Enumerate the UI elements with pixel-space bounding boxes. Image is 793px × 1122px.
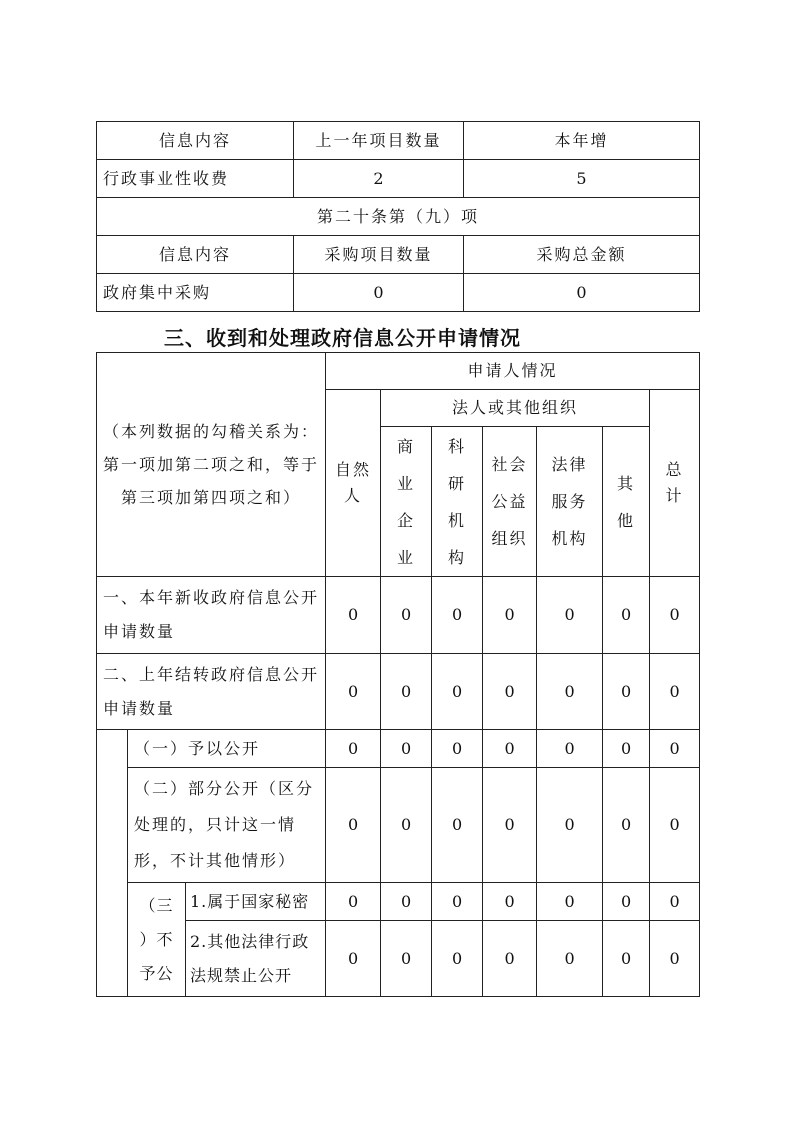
value-cell: 0 [381, 768, 432, 883]
value-cell: 0 [381, 730, 432, 768]
value-cell: 0 [432, 577, 483, 654]
header-text: 自然 [335, 460, 372, 479]
label-line: 形，不计其他情形） [134, 851, 297, 870]
header-text: 业 [397, 473, 416, 493]
header-text: 机构 [551, 529, 588, 548]
row-label [97, 577, 326, 654]
value-cell: 0 [537, 654, 603, 730]
value-cell: 0 [326, 577, 381, 654]
row-label: 政府集中采购 [97, 274, 294, 312]
header-text: 总 [665, 460, 684, 479]
header-text: 社会 [491, 455, 528, 474]
table-row [97, 160, 700, 198]
label-line: 法规禁止公开 [190, 965, 293, 985]
section-title: 三、收到和处理政府信息公开申请情况 [164, 326, 521, 350]
note-line: 第一项加第二项之和，等于 [103, 455, 320, 474]
header-text: 服务 [551, 492, 588, 511]
value-cell: 0 [326, 730, 381, 768]
table-row [97, 730, 700, 768]
header-text: 机 [448, 510, 467, 530]
value-cell: 0 [483, 730, 537, 768]
value-cell: 0 [326, 768, 381, 883]
table-row [97, 274, 700, 312]
label-line: 申请数量 [103, 698, 176, 718]
value-cell: 0 [432, 654, 483, 730]
header-text: 组织 [491, 529, 528, 548]
header-text: 构 [448, 547, 467, 567]
legal-group-header: 法人或其他组织 [381, 390, 650, 427]
natural-person-header [326, 390, 381, 577]
research-header [432, 427, 483, 577]
row-label [97, 654, 326, 730]
note-line: （本列数据的勾稽关系为： [103, 422, 320, 441]
value-cell: 0 [603, 577, 650, 654]
header-cell: 采购总金额 [464, 236, 700, 274]
row-label [186, 921, 326, 997]
value-cell: 0 [537, 730, 603, 768]
value-cell: 0 [650, 921, 700, 997]
value-cell: 0 [603, 921, 650, 997]
label-line: 申请数量 [103, 622, 176, 641]
header-text: 人 [344, 486, 363, 505]
header-cell: 信息内容 [97, 122, 294, 160]
other-header [603, 427, 650, 577]
label-line: （三 [139, 895, 174, 915]
header-cell: 本年增 [464, 122, 700, 160]
header-text: 企 [397, 510, 416, 530]
value-cell: 0 [603, 768, 650, 883]
table-row [97, 236, 700, 274]
application-table [96, 352, 700, 997]
header-text: 公益 [491, 492, 528, 511]
value-cell: 0 [432, 921, 483, 997]
label-line: 2.其他法律行政 [190, 931, 310, 951]
value-cell: 0 [326, 921, 381, 997]
label-line: 予公 [139, 963, 174, 983]
label-line: 二、上年结转政府信息公开 [103, 664, 320, 684]
value-cell: 0 [603, 654, 650, 730]
legal-service-header [537, 427, 603, 577]
header-cell: 采购项目数量 [294, 236, 464, 274]
table-row [97, 122, 700, 160]
group-label [128, 883, 186, 997]
value-cell: 0 [483, 883, 537, 921]
label-line: ）不 [139, 929, 174, 949]
table-row [97, 353, 700, 390]
value-cell: 0 [483, 577, 537, 654]
value-cell: 0 [464, 274, 700, 312]
table-row [97, 768, 700, 883]
header-text: 业 [397, 547, 416, 567]
table-row [97, 883, 700, 921]
value-cell: 0 [326, 654, 381, 730]
table-row [97, 198, 700, 236]
value-cell: 0 [381, 577, 432, 654]
social-header [483, 427, 537, 577]
label-line: 一、本年新收政府信息公开 [103, 588, 320, 607]
value-cell: 0 [650, 730, 700, 768]
row-label: 1.属于国家秘密 [186, 883, 326, 921]
applicant-header: 申请人情况 [326, 353, 700, 390]
value-cell: 0 [603, 730, 650, 768]
row-label: 行政事业性收费 [97, 160, 294, 198]
header-cell: 上一年项目数量 [294, 122, 464, 160]
row-label: （一）予以公开 [128, 730, 326, 768]
value-cell: 0 [650, 577, 700, 654]
section-row: 第二十条第（九）项 [97, 198, 700, 236]
info-table [96, 121, 700, 312]
label-line: 处理的，只计这一情 [134, 815, 297, 834]
value-cell: 0 [650, 768, 700, 883]
header-text: 研 [448, 473, 467, 493]
note-line: 第三项加第四项之和） [121, 488, 302, 507]
table-row [97, 654, 700, 730]
total-header [650, 390, 700, 577]
label-line: （二）部分公开（区分 [134, 779, 315, 798]
value-cell: 0 [483, 768, 537, 883]
commercial-header [381, 427, 432, 577]
value-cell: 0 [650, 883, 700, 921]
value-cell: 0 [294, 274, 464, 312]
value-cell: 0 [432, 883, 483, 921]
value-cell: 0 [603, 883, 650, 921]
indent-cell [97, 730, 128, 997]
header-cell: 信息内容 [97, 236, 294, 274]
header-text: 法律 [551, 455, 588, 474]
value-cell: 0 [537, 577, 603, 654]
value-cell: 0 [432, 730, 483, 768]
value-cell: 0 [381, 921, 432, 997]
header-text: 计 [665, 486, 684, 505]
header-text: 科 [448, 436, 467, 456]
value-cell: 0 [650, 654, 700, 730]
value-cell: 5 [464, 160, 700, 198]
table-row [97, 577, 700, 654]
value-cell: 0 [432, 768, 483, 883]
value-cell: 0 [483, 654, 537, 730]
value-cell: 0 [537, 921, 603, 997]
value-cell: 0 [483, 921, 537, 997]
value-cell: 0 [326, 883, 381, 921]
header-text: 他 [617, 510, 636, 530]
value-cell: 0 [381, 883, 432, 921]
value-cell: 0 [381, 654, 432, 730]
header-text: 其 [617, 473, 636, 493]
header-text: 商 [397, 436, 416, 456]
relation-note [97, 353, 326, 577]
row-label [128, 768, 326, 883]
value-cell: 2 [294, 160, 464, 198]
value-cell: 0 [537, 883, 603, 921]
table-row [97, 921, 700, 997]
value-cell: 0 [537, 768, 603, 883]
